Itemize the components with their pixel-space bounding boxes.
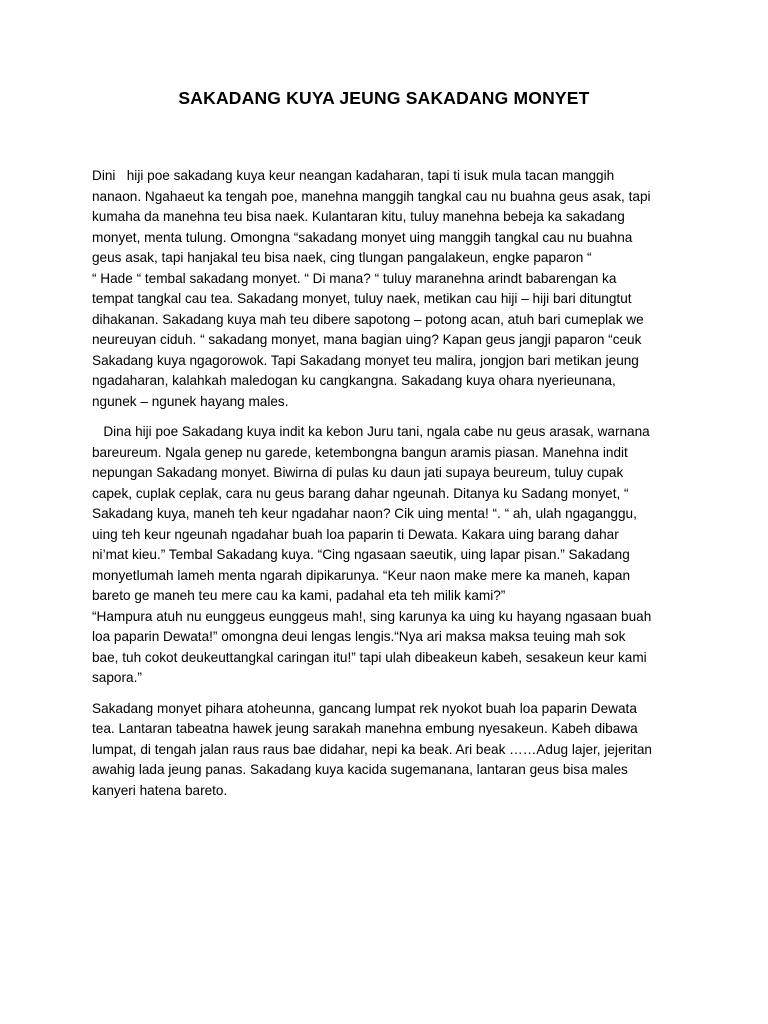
paragraph-3 (92, 699, 682, 802)
document-body (92, 166, 682, 811)
text-line: ngunek – ngunek hayang males. (92, 393, 289, 409)
text-line: tempat tangkal cau tea. Sakadang monyet, tuluy naek, metikan cau hiji – hiji bari ditungtut (92, 291, 632, 306)
text-line: awahig lada jeung panas. Sakadang kuya kacida sugemanana, lantaran geus bisa males (92, 762, 628, 777)
text-line: kumaha da manehna teu bisa naek. Kulantaran kitu, tuluy manehna bebeja ka sakadang (92, 209, 625, 224)
text-line: lumpat, di tengah jalan raus raus bae didahar, nepi ka beak. Ari beak ……Adug lajer, jejeritan (92, 741, 652, 757)
text-line: monyetlumah lameh menta ngarah dipikarunya. “Keur naon make mere ka maneh, kapan (92, 567, 631, 583)
document-title: SAKADANG KUYA JEUNG SAKADANG MONYET (178, 88, 590, 108)
text-line: kanyeri hatena bareto. (92, 782, 228, 798)
text-line: uing teh keur ngeunah ngadahar buah loa paparin ti Dewata. Kakara uing barang dahar (92, 526, 619, 542)
text-line: Sakadang monyet pihara atoheunna, gancang lumpat rek nyokot buah loa paparin Dewata (92, 700, 637, 716)
text-line: bareto ge maneh teu mere cau ka kami, padahal eta teh milik kami?” (92, 588, 506, 603)
text-line: capek, cuplak ceplak, cara nu geus barang dahar ngeunah. Ditanya ku Sadang monyet, “ (92, 485, 629, 501)
text-line: neureuyan ciduh. “ sakadang monyet, mana bagian uing? Kapan geus jangji paparon “ceuk (92, 332, 642, 347)
text-line: Sakadang kuya, maneh teh keur ngadahar naon? Cik uing menta! “. “ ah, ulah ngaganggu, (92, 506, 637, 521)
text-line: monyet, menta tulung. Omongna “sakadang monyet uing manggih tangkal cau nu buahna (92, 229, 633, 245)
text-line: bareureum. Ngala genep nu garede, ketembongna bangun aramis piasan. Manehna indit (92, 444, 628, 460)
text-line: ni’mat kieu.” Tembal Sakadang kuya. “Cing ngasaan saeutik, uing lapar pisan.” Sakadang (92, 547, 630, 562)
text-line: “Hampura atuh nu eunggeus eunggeus mah!, sing karunya ka uing ku hayang ngasaan buah (92, 608, 652, 624)
text-line: loa paparin Dewata!” omongna deui lengas lengis.“Nya ari maksa maksa teuing mah sok (92, 629, 626, 644)
text-line: sapora.” (92, 670, 142, 685)
text-line: dihakanan. Sakadang kuya mah teu dibere sapotong – potong acan, atuh bari cumeplak we (92, 311, 644, 327)
text-line: nepungan Sakadang monyet. Biwirna di pulas ku daun jati supaya beureum, tuluy cupak (92, 465, 624, 480)
text-line: nanaon. Ngahaeut ka tengah poe, manehna manggih tangkal cau nu buahna geus asak, tapi (92, 188, 651, 204)
paragraph-1 (92, 166, 682, 412)
text-line: ngadaharan, kalahkah maledogan ku cangkangna. Sakadang kuya ohara nyerieunana, (92, 373, 616, 388)
text-line: Dina hiji poe Sakadang kuya indit ka kebon Juru tani, ngala cabe nu geus arasak, warnana (92, 424, 650, 439)
text-line: bae, tuh cokot deukeuttangkal caringan itu!” tapi ulah dibeakeun kabeh, sesakeun keur kami (92, 649, 647, 665)
text-line: Sakadang kuya ngagorowok. Tapi Sakadang monyet teu malira, jongjon bari metikan jeung (92, 352, 639, 368)
text-line: Dini hiji poe sakadang kuya keur neangan kadaharan, tapi ti isuk mula tacan manggih (92, 168, 615, 183)
text-line: “ Hade “ tembal sakadang monyet. “ Di mana? “ tuluy maranehna arindt babarengan ka (92, 270, 617, 286)
text-line: geus asak, tapi hanjakal teu bisa naek, cing tlungan pangalakeun, engke paparon “ (92, 250, 592, 265)
text-line: tea. Lantaran tabeatna hawek jeung sarakah manehna embung nyesakeun. Kabeh dibawa (92, 721, 638, 736)
paragraph-2 (92, 422, 682, 689)
